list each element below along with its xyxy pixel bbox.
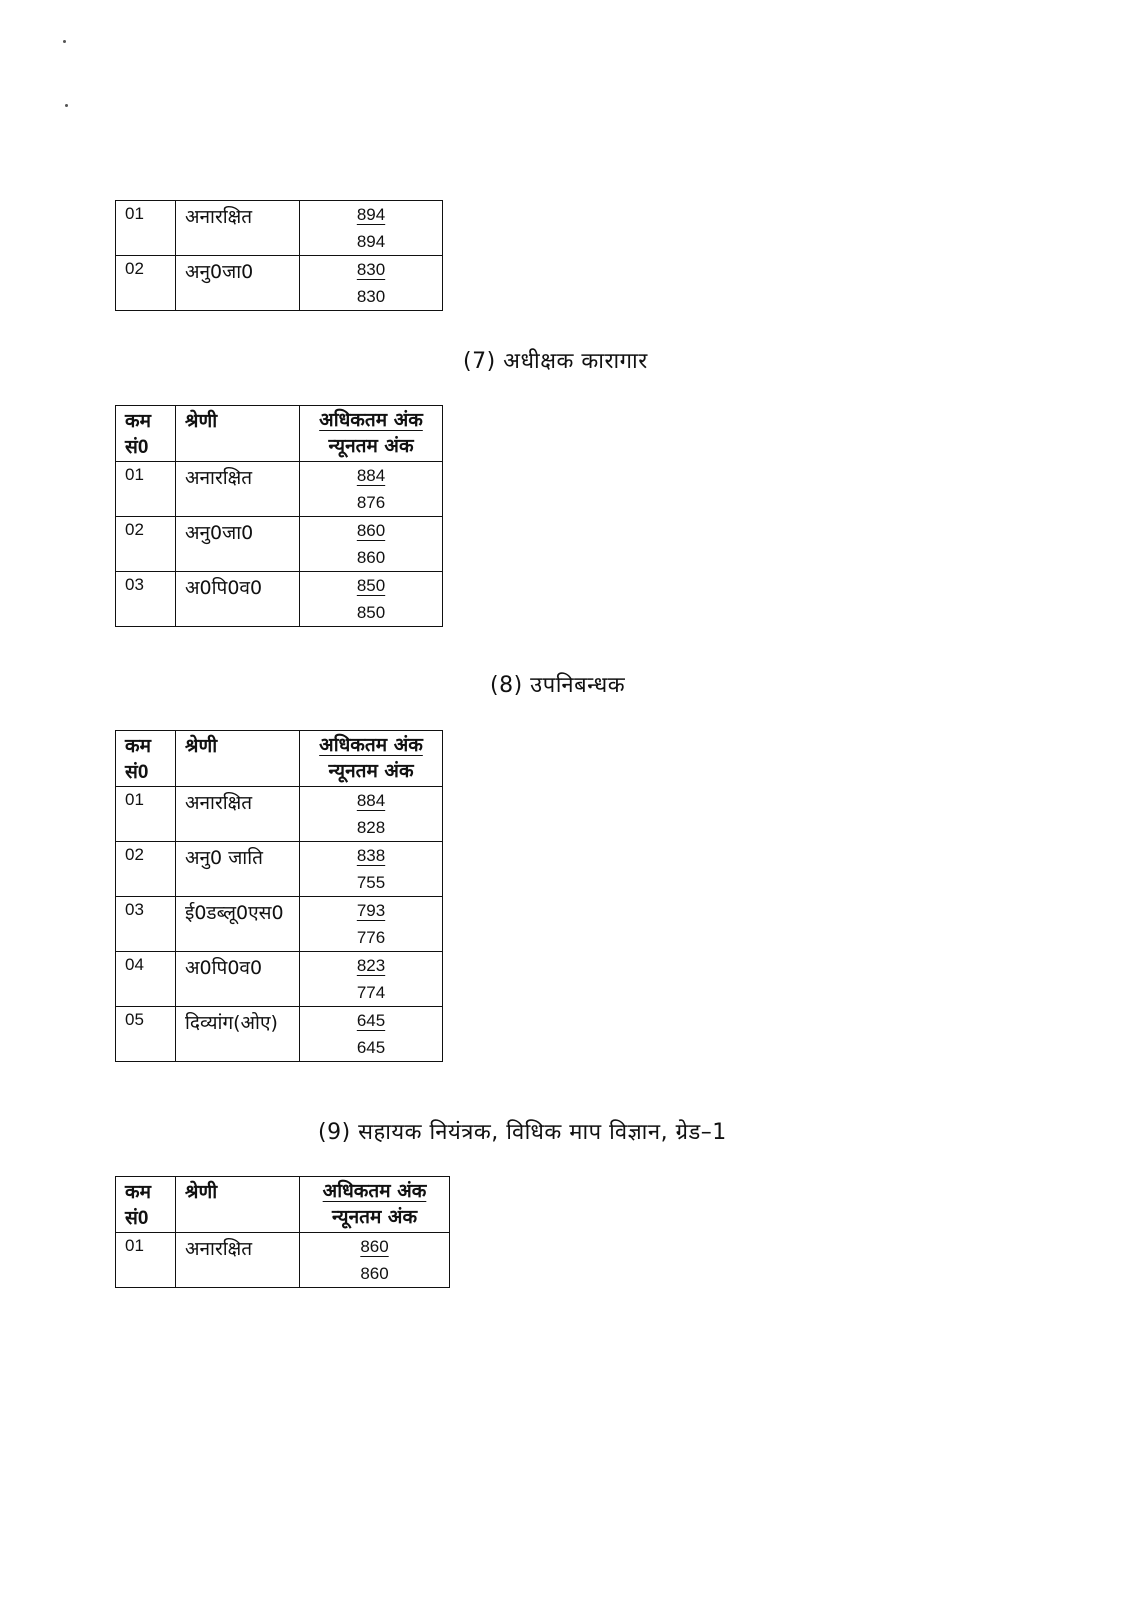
marks-cell bbox=[300, 517, 443, 572]
header-max-label: अधिकतम अंक bbox=[319, 734, 423, 756]
category-cell bbox=[176, 952, 300, 1007]
category-cell bbox=[176, 201, 300, 256]
serial-number: 03 bbox=[125, 900, 144, 919]
category-name: अ0पि0व0 bbox=[185, 957, 263, 979]
category-cell bbox=[176, 256, 300, 311]
min-marks: 876 bbox=[356, 493, 386, 512]
max-marks: 860 bbox=[360, 1237, 389, 1256]
marks-table-continued bbox=[115, 200, 443, 311]
serial-number: 01 bbox=[125, 790, 144, 809]
section-heading-7: (7) अधीक्षक कारागार bbox=[463, 349, 648, 374]
category-name: अनारक्षित bbox=[185, 1238, 253, 1260]
serial-cell bbox=[116, 897, 176, 952]
min-marks: 860 bbox=[356, 548, 386, 567]
category-cell bbox=[176, 787, 300, 842]
table-header-row bbox=[116, 406, 443, 462]
header-category-label: श्रेणी bbox=[185, 735, 218, 757]
min-marks: 830 bbox=[356, 287, 386, 306]
serial-cell bbox=[116, 1007, 176, 1062]
category-name: अनारक्षित bbox=[185, 792, 253, 814]
max-marks: 830 bbox=[356, 260, 386, 279]
table-row bbox=[116, 517, 443, 572]
serial-number: 04 bbox=[125, 955, 144, 974]
marks-table-7 bbox=[115, 405, 443, 627]
marks-cell bbox=[300, 952, 443, 1007]
header-marks-cell bbox=[300, 1177, 450, 1233]
category-name: अनारक्षित bbox=[185, 467, 253, 489]
serial-number: 02 bbox=[125, 520, 144, 539]
min-marks: 755 bbox=[356, 873, 386, 892]
table-row bbox=[116, 842, 443, 897]
header-serial-label bbox=[125, 409, 175, 461]
header-marks-label bbox=[300, 1177, 449, 1230]
serial-number: 02 bbox=[125, 845, 144, 864]
table-8-body bbox=[116, 731, 443, 1062]
serial-number: 03 bbox=[125, 575, 144, 594]
header-min-label: न्यूनतम अंक bbox=[331, 1206, 418, 1228]
marks-table-8 bbox=[115, 730, 443, 1062]
marks-table-9 bbox=[115, 1176, 450, 1288]
serial-number: 01 bbox=[125, 465, 144, 484]
header-marks-cell bbox=[300, 406, 443, 462]
max-marks: 823 bbox=[356, 956, 386, 975]
table-header-row bbox=[116, 731, 443, 787]
header-serial-cell bbox=[116, 731, 176, 787]
min-marks: 776 bbox=[356, 928, 386, 947]
max-marks: 838 bbox=[356, 846, 386, 865]
header-serial-label bbox=[125, 1180, 175, 1232]
serial-cell bbox=[116, 952, 176, 1007]
serial-cell bbox=[116, 201, 176, 256]
header-serial-line1: कम bbox=[125, 736, 151, 757]
max-marks: 894 bbox=[356, 205, 386, 224]
header-serial-line1: कम bbox=[125, 411, 151, 432]
category-name: अनारक्षित bbox=[185, 206, 253, 228]
serial-cell bbox=[116, 787, 176, 842]
max-marks: 884 bbox=[356, 791, 386, 810]
table-top-body bbox=[116, 201, 443, 311]
table-7-body bbox=[116, 406, 443, 627]
min-marks: 894 bbox=[356, 232, 386, 251]
serial-cell bbox=[116, 517, 176, 572]
scan-speck bbox=[63, 40, 66, 43]
table-header-row bbox=[116, 1177, 450, 1233]
header-category-cell bbox=[176, 731, 300, 787]
header-min-label: न्यूनतम अंक bbox=[328, 760, 414, 782]
min-marks: 860 bbox=[360, 1264, 389, 1283]
max-marks: 793 bbox=[356, 901, 386, 920]
table-row bbox=[116, 462, 443, 517]
max-marks: 860 bbox=[356, 521, 386, 540]
category-name: अनु0 जाति bbox=[185, 847, 263, 869]
header-max-label: अधिकतम अंक bbox=[322, 1180, 427, 1202]
header-category-label: श्रेणी bbox=[185, 1181, 218, 1203]
marks-cell bbox=[300, 787, 443, 842]
category-cell bbox=[176, 897, 300, 952]
marks-cell bbox=[300, 1007, 443, 1062]
serial-cell bbox=[116, 842, 176, 897]
scan-speck bbox=[65, 104, 68, 107]
header-serial-line2: सं0 bbox=[125, 437, 149, 458]
serial-cell bbox=[116, 256, 176, 311]
serial-number: 01 bbox=[125, 1236, 144, 1255]
marks-cell bbox=[300, 842, 443, 897]
header-marks-label bbox=[300, 731, 442, 784]
category-cell bbox=[176, 842, 300, 897]
max-marks: 884 bbox=[356, 466, 386, 485]
marks-cell bbox=[300, 256, 443, 311]
min-marks: 774 bbox=[356, 983, 386, 1002]
max-marks: 850 bbox=[356, 576, 386, 595]
table-9-body bbox=[116, 1177, 450, 1288]
table-row bbox=[116, 1007, 443, 1062]
table-row bbox=[116, 256, 443, 311]
serial-cell bbox=[116, 1233, 176, 1288]
table-row bbox=[116, 1233, 450, 1288]
category-cell bbox=[176, 1233, 300, 1288]
category-cell bbox=[176, 1007, 300, 1062]
header-category-cell bbox=[176, 406, 300, 462]
category-name: ई0डब्लू0एस0 bbox=[185, 902, 284, 924]
table-row bbox=[116, 201, 443, 256]
header-category-label: श्रेणी bbox=[185, 410, 218, 432]
table-row bbox=[116, 572, 443, 627]
header-marks-label bbox=[300, 406, 442, 459]
header-min-label: न्यूनतम अंक bbox=[328, 435, 414, 457]
marks-cell bbox=[300, 1233, 450, 1288]
min-marks: 850 bbox=[356, 603, 386, 622]
category-name: अनु0जा0 bbox=[185, 522, 254, 544]
header-max-label: अधिकतम अंक bbox=[319, 409, 423, 431]
table-row bbox=[116, 952, 443, 1007]
serial-cell bbox=[116, 462, 176, 517]
marks-cell bbox=[300, 201, 443, 256]
category-cell bbox=[176, 462, 300, 517]
header-serial-line2: सं0 bbox=[125, 1208, 149, 1229]
header-category-cell bbox=[176, 1177, 300, 1233]
marks-cell bbox=[300, 462, 443, 517]
section-heading-9: (9) सहायक नियंत्रक, विधिक माप विज्ञान, ग्रेड–1 bbox=[318, 1120, 727, 1145]
min-marks: 828 bbox=[356, 818, 386, 837]
header-marks-cell bbox=[300, 731, 443, 787]
serial-number: 01 bbox=[125, 204, 144, 223]
marks-cell bbox=[300, 572, 443, 627]
header-serial-label bbox=[125, 734, 175, 786]
max-marks: 645 bbox=[356, 1011, 386, 1030]
serial-number: 02 bbox=[125, 259, 144, 278]
table-row bbox=[116, 897, 443, 952]
category-cell bbox=[176, 572, 300, 627]
header-serial-cell bbox=[116, 1177, 176, 1233]
header-serial-line1: कम bbox=[125, 1182, 151, 1203]
marks-cell bbox=[300, 897, 443, 952]
header-serial-cell bbox=[116, 406, 176, 462]
min-marks: 645 bbox=[356, 1038, 386, 1057]
header-serial-line2: सं0 bbox=[125, 762, 149, 783]
serial-number: 05 bbox=[125, 1010, 144, 1029]
category-name: अ0पि0व0 bbox=[185, 577, 263, 599]
category-name: अनु0जा0 bbox=[185, 261, 254, 283]
section-heading-8: (8) उपनिबन्धक bbox=[490, 673, 626, 698]
category-cell bbox=[176, 517, 300, 572]
category-name: दिव्यांग(ओए) bbox=[185, 1012, 278, 1034]
table-row bbox=[116, 787, 443, 842]
serial-cell bbox=[116, 572, 176, 627]
